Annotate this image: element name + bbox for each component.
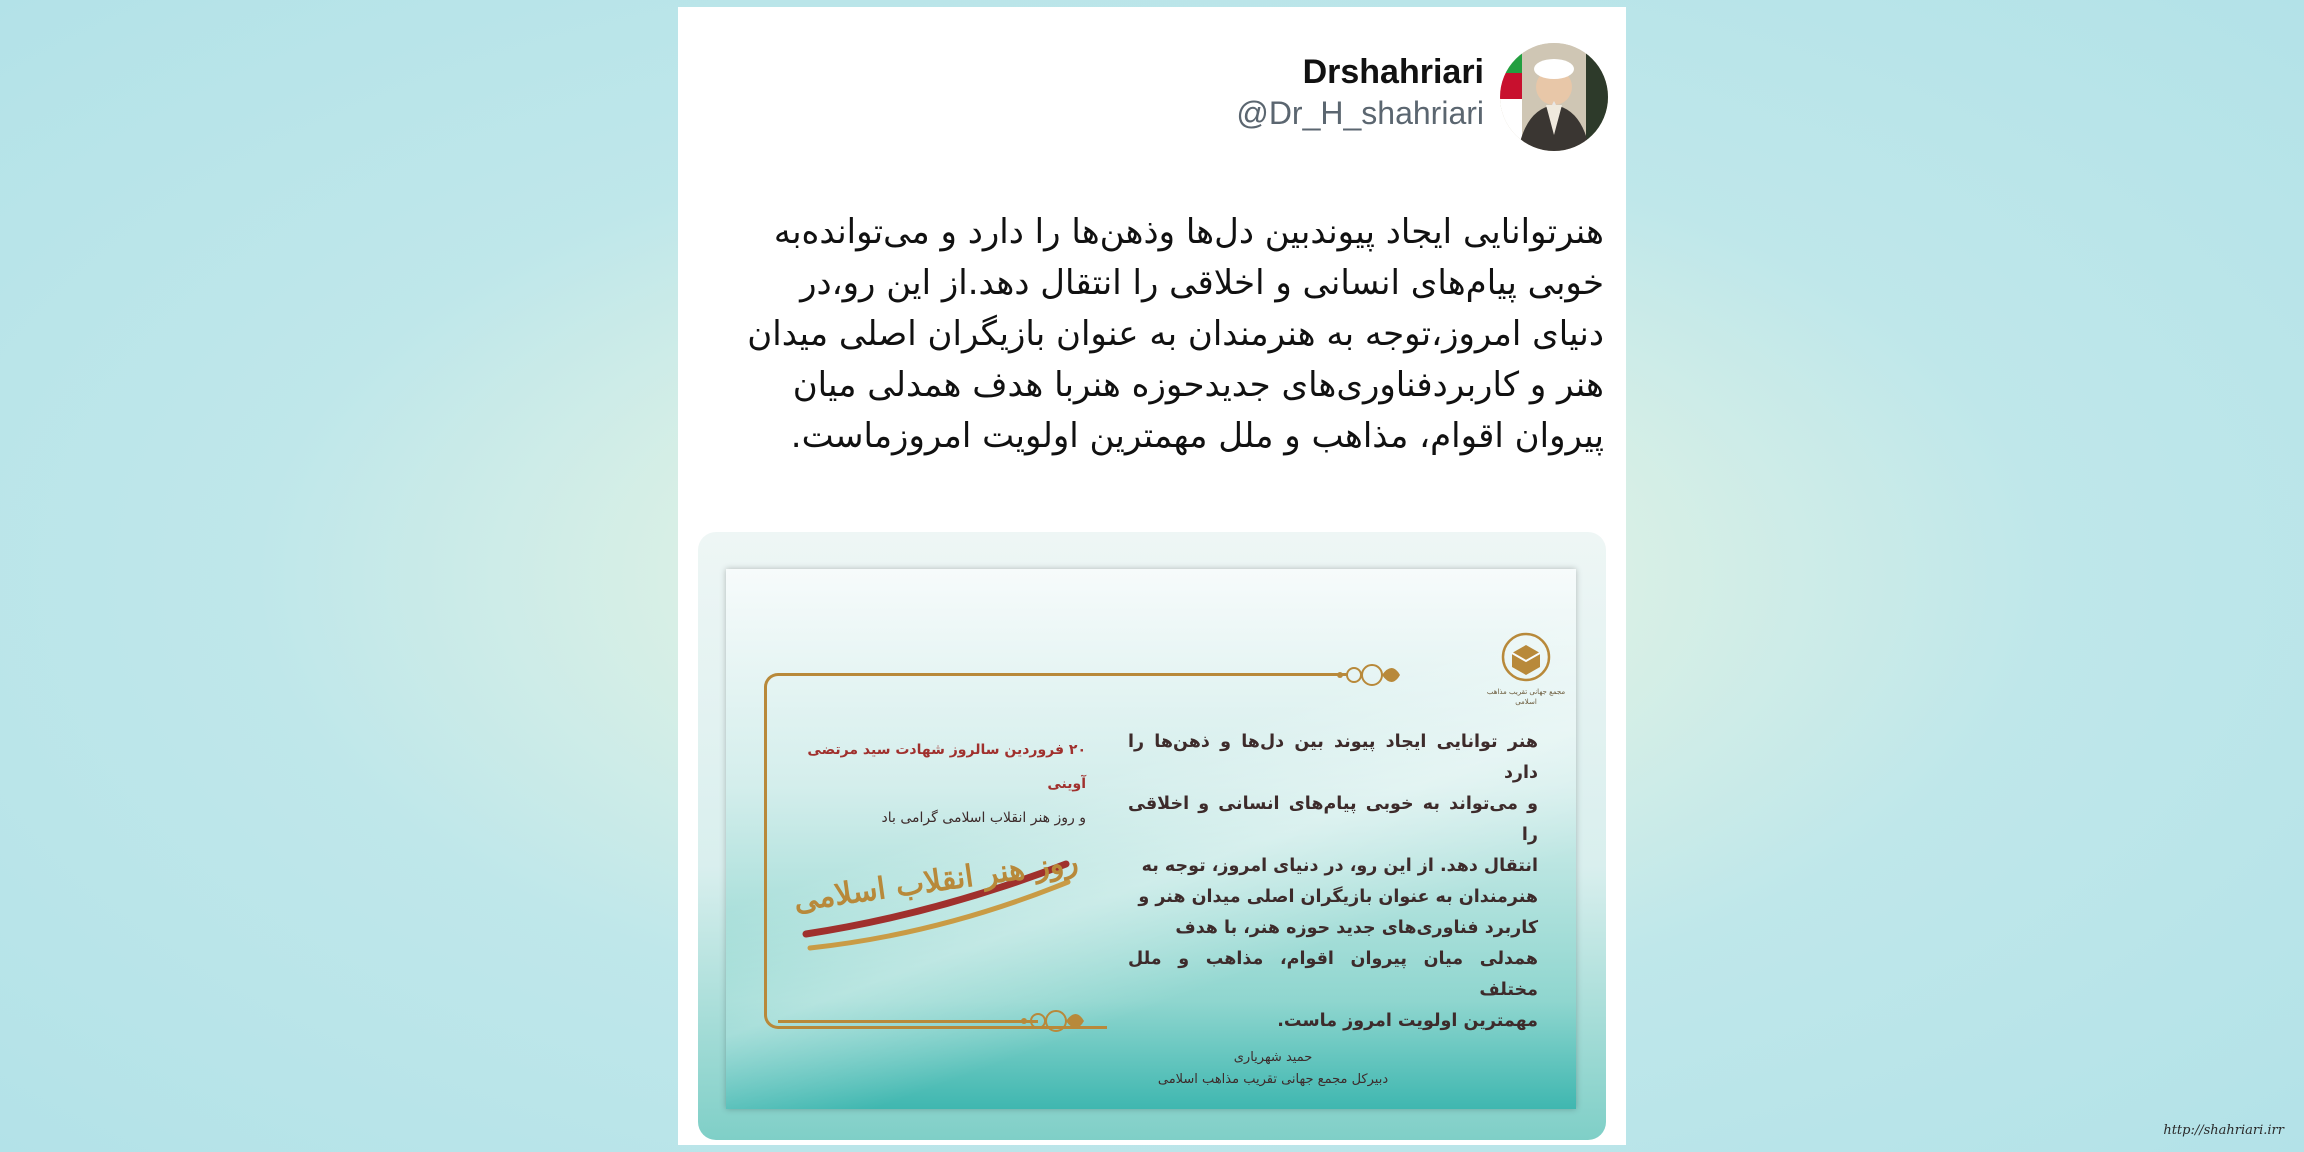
ornament-icon [1332, 657, 1402, 693]
occasion-text [796, 733, 1086, 835]
calligraphy-title [786, 824, 1086, 974]
tweet-line: هنرتوانایی ایجاد پیوندبین دل‌ها وذهن‌ها را دارد و می‌توانده‌به [773, 212, 1604, 252]
tweet-text [698, 207, 1604, 462]
poster-line: هنر توانایی ایجاد پیوند بین دل‌ها و ذهن‌ها را دارد [1128, 732, 1538, 783]
tweet-line: خوبی پیام‌های انسانی و اخلاقی را انتقال دهد.از این رو،در [800, 263, 1604, 303]
signature-title: دبیرکل مجمع جهانی تقریب مذاهب اسلامی [1157, 1072, 1389, 1087]
tweet-card [678, 7, 1626, 1145]
watermark: http://shahriari.irr [2163, 1123, 2284, 1138]
poster-line: کاربرد فناوری‌های جدید حوزه هنر، با هدف [1175, 918, 1538, 938]
tweet-line: دنیای امروز،توجه به هنرمندان به عنوان بازیگران اصلی میدان [747, 314, 1604, 354]
calligraphy-text: روز هنر انقلاب اسلامی [791, 844, 1081, 919]
author-block [1236, 51, 1484, 133]
tweet-media[interactable] [698, 532, 1606, 1140]
gold-divider-top [778, 673, 1348, 676]
poster-line: هنرمندان به عنوان بازیگران اصلی میدان هنر و [1138, 887, 1538, 907]
poster-signature [1128, 1047, 1418, 1091]
organization-logo [1486, 631, 1566, 707]
poster-line: همدلی میان پیروان اقوام، مذاهب و ملل مختلف [1128, 949, 1538, 1000]
author-handle[interactable]: @Dr_H_shahriari [1236, 95, 1484, 131]
poster-line: انتقال دهد. از این رو، در دنیای امروز، توجه به [1141, 856, 1538, 876]
tweet-line: هنر و کاربردفناوری‌های جدیدحوزه هنربا هدف همدلی میان [792, 365, 1604, 405]
occasion-line: ۲۰ فروردین سالروز شهادت سید مرتضی آوینی [807, 742, 1086, 792]
kaaba-logo-icon [1498, 631, 1554, 683]
logo-caption: مجمع جهانی تقریب مذاهب اسلامی [1486, 688, 1566, 706]
poster-body [1128, 727, 1538, 1037]
avatar-portrait-icon [1500, 43, 1608, 151]
avatar[interactable] [1500, 43, 1608, 151]
poster-line: و می‌تواند به خوبی پیام‌های انسانی و اخلاقی را [1128, 794, 1538, 845]
poster-line: مهمترین اولویت امروز ماست. [1277, 1011, 1538, 1031]
gold-divider-bottom [778, 1020, 1038, 1023]
occasion-line: و روز هنر انقلاب اسلامی گرامی باد [881, 810, 1086, 826]
signature-name: حمید شهریاری [1233, 1050, 1313, 1065]
tweet-line: پیروان اقوام، مذاهب و ملل مهمترین اولویت امروزماست. [790, 416, 1604, 456]
author-name[interactable]: Drshahriari [1302, 53, 1484, 91]
ornament-icon [1016, 1003, 1086, 1039]
poster-image [726, 569, 1576, 1109]
